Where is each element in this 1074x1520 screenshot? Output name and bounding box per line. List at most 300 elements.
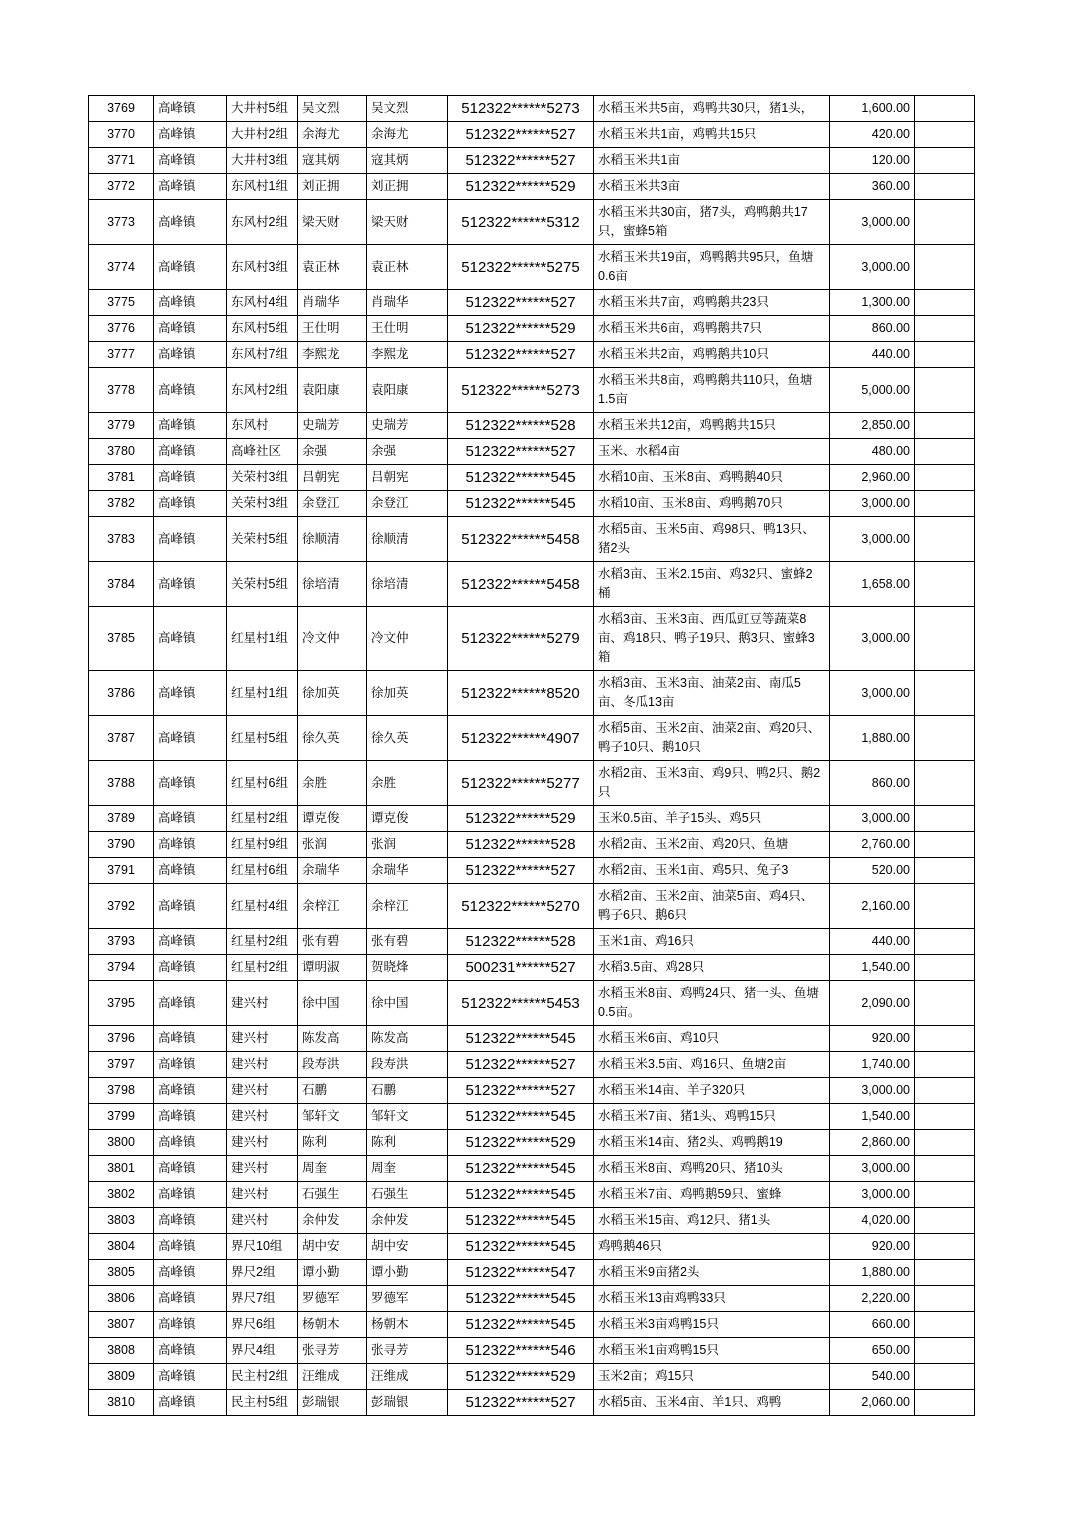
cell-village-group: 建兴村: [227, 981, 298, 1026]
cell-amount: 920.00: [830, 1026, 915, 1052]
cell-amount: 650.00: [830, 1338, 915, 1364]
table-row: [89, 1208, 975, 1234]
cell-production-desc: 水稻玉米共19亩，鸡鸭鹅共95只，鱼塘0.6亩: [594, 245, 830, 290]
cell-registered-name: 冷文仲: [367, 607, 448, 671]
cell-production-desc: 水稻3.5亩、鸡28只: [594, 955, 830, 981]
cell-sequence-number: 3782: [89, 491, 154, 517]
cell-production-desc: 水稻玉米9亩猪2头: [594, 1260, 830, 1286]
cell-registered-name: 史瑞芳: [367, 413, 448, 439]
cell-amount: 2,090.00: [830, 981, 915, 1026]
cell-village-group: 民主村5组: [227, 1390, 298, 1416]
cell-name: 史瑞芳: [298, 413, 367, 439]
cell-village-group: 东风村: [227, 413, 298, 439]
cell-production-desc: 水稻玉米8亩、鸡鸭20只、猪10头: [594, 1156, 830, 1182]
cell-blank: [915, 1390, 975, 1416]
cell-name: 张润: [298, 832, 367, 858]
cell-production-desc: 玉米2亩；鸡15只: [594, 1364, 830, 1390]
cell-registered-name: 张有碧: [367, 929, 448, 955]
cell-blank: [915, 955, 975, 981]
table-row: [89, 607, 975, 671]
table-row: [89, 806, 975, 832]
cell-id-number: 512322******5275: [448, 245, 594, 290]
table-row: [89, 1286, 975, 1312]
cell-town: 高峰镇: [154, 761, 227, 806]
cell-village-group: 红星村2组: [227, 806, 298, 832]
cell-village-group: 民主村2组: [227, 1364, 298, 1390]
cell-village-group: 高峰社区: [227, 439, 298, 465]
cell-production-desc: 水稻玉米7亩、猪1头、鸡鸭15只: [594, 1104, 830, 1130]
cell-town: 高峰镇: [154, 1156, 227, 1182]
cell-id-number: 512322******545: [448, 491, 594, 517]
cell-sequence-number: 3787: [89, 716, 154, 761]
table-row: [89, 465, 975, 491]
cell-name: 吕朝宪: [298, 465, 367, 491]
cell-id-number: 512322******545: [448, 1026, 594, 1052]
table-row: [89, 96, 975, 122]
cell-sequence-number: 3779: [89, 413, 154, 439]
cell-village-group: 大井村2组: [227, 122, 298, 148]
cell-id-number: 512322******5270: [448, 884, 594, 929]
cell-registered-name: 吴文烈: [367, 96, 448, 122]
cell-town: 高峰镇: [154, 716, 227, 761]
cell-name: 谭明淑: [298, 955, 367, 981]
cell-name: 石强生: [298, 1182, 367, 1208]
table-row: [89, 148, 975, 174]
cell-amount: 1,880.00: [830, 1260, 915, 1286]
cell-town: 高峰镇: [154, 368, 227, 413]
cell-sequence-number: 3780: [89, 439, 154, 465]
cell-registered-name: 杨朝木: [367, 1312, 448, 1338]
cell-production-desc: 水稻玉米共7亩，鸡鸭鹅共23只: [594, 290, 830, 316]
cell-amount: 520.00: [830, 858, 915, 884]
cell-blank: [915, 1234, 975, 1260]
cell-name: 王仕明: [298, 316, 367, 342]
cell-name: 李熙龙: [298, 342, 367, 368]
cell-registered-name: 寇其炳: [367, 148, 448, 174]
cell-registered-name: 张寻芳: [367, 1338, 448, 1364]
cell-id-number: 512322******527: [448, 122, 594, 148]
table-row: [89, 1156, 975, 1182]
cell-name: 徐中国: [298, 981, 367, 1026]
cell-id-number: 512322******545: [448, 1156, 594, 1182]
cell-blank: [915, 1312, 975, 1338]
cell-name: 余胜: [298, 761, 367, 806]
cell-amount: 5,000.00: [830, 368, 915, 413]
cell-amount: 440.00: [830, 929, 915, 955]
cell-blank: [915, 1208, 975, 1234]
cell-blank: [915, 1130, 975, 1156]
cell-id-number: 512322******5273: [448, 368, 594, 413]
cell-town: 高峰镇: [154, 290, 227, 316]
table-row: [89, 174, 975, 200]
cell-village-group: 东风村4组: [227, 290, 298, 316]
cell-blank: [915, 1104, 975, 1130]
cell-name: 肖瑞华: [298, 290, 367, 316]
cell-production-desc: 水稻玉米共1亩，鸡鸭共15只: [594, 122, 830, 148]
cell-village-group: 建兴村: [227, 1130, 298, 1156]
cell-amount: 360.00: [830, 174, 915, 200]
cell-sequence-number: 3769: [89, 96, 154, 122]
cell-town: 高峰镇: [154, 1182, 227, 1208]
cell-blank: [915, 981, 975, 1026]
cell-amount: 480.00: [830, 439, 915, 465]
cell-sequence-number: 3810: [89, 1390, 154, 1416]
cell-amount: 1,540.00: [830, 1104, 915, 1130]
cell-id-number: 512322******5312: [448, 200, 594, 245]
cell-amount: 1,880.00: [830, 716, 915, 761]
cell-name: 余瑞华: [298, 858, 367, 884]
cell-name: 袁正林: [298, 245, 367, 290]
cell-id-number: 512322******5458: [448, 562, 594, 607]
cell-production-desc: 水稻玉米3.5亩、鸡16只、鱼塘2亩: [594, 1052, 830, 1078]
cell-village-group: 建兴村: [227, 1208, 298, 1234]
cell-sequence-number: 3772: [89, 174, 154, 200]
cell-amount: 1,658.00: [830, 562, 915, 607]
cell-town: 高峰镇: [154, 413, 227, 439]
cell-registered-name: 余强: [367, 439, 448, 465]
cell-production-desc: 水稻玉米3亩鸡鸭15只: [594, 1312, 830, 1338]
table-row: [89, 1052, 975, 1078]
cell-id-number: 512322******5279: [448, 607, 594, 671]
cell-sequence-number: 3809: [89, 1364, 154, 1390]
cell-village-group: 东风村2组: [227, 368, 298, 413]
cell-amount: 3,000.00: [830, 1182, 915, 1208]
cell-name: 吴文烈: [298, 96, 367, 122]
cell-id-number: 512322******529: [448, 806, 594, 832]
cell-blank: [915, 929, 975, 955]
cell-sequence-number: 3770: [89, 122, 154, 148]
cell-production-desc: 水稻2亩、玉米2亩、鸡20只、鱼塘: [594, 832, 830, 858]
cell-sequence-number: 3794: [89, 955, 154, 981]
table-row: [89, 439, 975, 465]
cell-village-group: 东风村1组: [227, 174, 298, 200]
cell-production-desc: 水稻玉米共1亩: [594, 148, 830, 174]
cell-registered-name: 余胜: [367, 761, 448, 806]
cell-village-group: 建兴村: [227, 1104, 298, 1130]
cell-blank: [915, 607, 975, 671]
cell-id-number: 512322******527: [448, 1052, 594, 1078]
cell-sequence-number: 3802: [89, 1182, 154, 1208]
cell-amount: 1,740.00: [830, 1052, 915, 1078]
table-row: [89, 858, 975, 884]
cell-blank: [915, 671, 975, 716]
cell-amount: 3,000.00: [830, 607, 915, 671]
cell-name: 陈发高: [298, 1026, 367, 1052]
cell-town: 高峰镇: [154, 148, 227, 174]
table-row: [89, 671, 975, 716]
cell-amount: 3,000.00: [830, 806, 915, 832]
cell-village-group: 红星村6组: [227, 858, 298, 884]
cell-name: 余仲发: [298, 1208, 367, 1234]
cell-village-group: 界尺10组: [227, 1234, 298, 1260]
cell-id-number: 512322******529: [448, 316, 594, 342]
cell-production-desc: 水稻3亩、玉米3亩、油菜2亩、南瓜5亩、冬瓜13亩: [594, 671, 830, 716]
table-row: [89, 517, 975, 562]
table-row: [89, 1026, 975, 1052]
cell-name: 周奎: [298, 1156, 367, 1182]
cell-blank: [915, 1182, 975, 1208]
cell-village-group: 东风村3组: [227, 245, 298, 290]
cell-id-number: 512322******527: [448, 439, 594, 465]
cell-registered-name: 石鹏: [367, 1078, 448, 1104]
cell-id-number: 512322******527: [448, 1390, 594, 1416]
table-row: [89, 1312, 975, 1338]
cell-village-group: 关荣村3组: [227, 465, 298, 491]
cell-id-number: 512322******545: [448, 1286, 594, 1312]
cell-registered-name: 李熙龙: [367, 342, 448, 368]
cell-town: 高峰镇: [154, 1234, 227, 1260]
cell-blank: [915, 148, 975, 174]
table-row: [89, 1234, 975, 1260]
cell-town: 高峰镇: [154, 562, 227, 607]
cell-village-group: 关荣村5组: [227, 562, 298, 607]
cell-production-desc: 水稻玉米共12亩，鸡鸭鹅共15只: [594, 413, 830, 439]
cell-name: 段寿洪: [298, 1052, 367, 1078]
cell-sequence-number: 3808: [89, 1338, 154, 1364]
table-row: [89, 1260, 975, 1286]
cell-id-number: 500231******527: [448, 955, 594, 981]
cell-id-number: 512322******527: [448, 1078, 594, 1104]
cell-blank: [915, 1156, 975, 1182]
cell-town: 高峰镇: [154, 1104, 227, 1130]
cell-id-number: 512322******545: [448, 1208, 594, 1234]
cell-id-number: 512322******527: [448, 290, 594, 316]
cell-registered-name: 徐久英: [367, 716, 448, 761]
cell-town: 高峰镇: [154, 929, 227, 955]
cell-registered-name: 段寿洪: [367, 1052, 448, 1078]
cell-blank: [915, 368, 975, 413]
cell-registered-name: 余海尤: [367, 122, 448, 148]
cell-village-group: 红星村1组: [227, 671, 298, 716]
cell-sequence-number: 3771: [89, 148, 154, 174]
cell-village-group: 关荣村3组: [227, 491, 298, 517]
cell-town: 高峰镇: [154, 465, 227, 491]
cell-production-desc: 水稻2亩、玉米1亩、鸡5只、兔子3: [594, 858, 830, 884]
cell-production-desc: 水稻玉米14亩、羊子320只: [594, 1078, 830, 1104]
cell-amount: 3,000.00: [830, 245, 915, 290]
table-row: [89, 1104, 975, 1130]
cell-sequence-number: 3803: [89, 1208, 154, 1234]
cell-sequence-number: 3773: [89, 200, 154, 245]
cell-registered-name: 余登江: [367, 491, 448, 517]
cell-registered-name: 袁阳康: [367, 368, 448, 413]
cell-blank: [915, 832, 975, 858]
table-row: [89, 200, 975, 245]
cell-sequence-number: 3795: [89, 981, 154, 1026]
cell-town: 高峰镇: [154, 491, 227, 517]
cell-amount: 2,860.00: [830, 1130, 915, 1156]
table-row: [89, 342, 975, 368]
cell-village-group: 红星村4组: [227, 884, 298, 929]
cell-amount: 860.00: [830, 316, 915, 342]
cell-village-group: 红星村2组: [227, 955, 298, 981]
cell-name: 徐顺清: [298, 517, 367, 562]
cell-village-group: 红星村2组: [227, 929, 298, 955]
cell-sequence-number: 3777: [89, 342, 154, 368]
cell-sequence-number: 3807: [89, 1312, 154, 1338]
cell-registered-name: 刘正拥: [367, 174, 448, 200]
cell-town: 高峰镇: [154, 981, 227, 1026]
cell-id-number: 512322******545: [448, 465, 594, 491]
cell-blank: [915, 1260, 975, 1286]
cell-blank: [915, 1026, 975, 1052]
cell-sequence-number: 3797: [89, 1052, 154, 1078]
table-row: [89, 955, 975, 981]
cell-name: 余登江: [298, 491, 367, 517]
cell-id-number: 512322******5277: [448, 761, 594, 806]
cell-amount: 860.00: [830, 761, 915, 806]
table-row: [89, 1338, 975, 1364]
cell-town: 高峰镇: [154, 1130, 227, 1156]
cell-sequence-number: 3783: [89, 517, 154, 562]
cell-name: 寇其炳: [298, 148, 367, 174]
cell-blank: [915, 884, 975, 929]
cell-sequence-number: 3800: [89, 1130, 154, 1156]
cell-id-number: 512322******8520: [448, 671, 594, 716]
cell-town: 高峰镇: [154, 955, 227, 981]
cell-village-group: 界尺6组: [227, 1312, 298, 1338]
cell-town: 高峰镇: [154, 200, 227, 245]
cell-sequence-number: 3801: [89, 1156, 154, 1182]
cell-sequence-number: 3806: [89, 1286, 154, 1312]
cell-id-number: 512322******547: [448, 1260, 594, 1286]
cell-amount: 660.00: [830, 1312, 915, 1338]
cell-sequence-number: 3778: [89, 368, 154, 413]
cell-town: 高峰镇: [154, 174, 227, 200]
cell-registered-name: 徐顺清: [367, 517, 448, 562]
cell-id-number: 512322******529: [448, 1130, 594, 1156]
table-row: [89, 1078, 975, 1104]
cell-production-desc: 水稻3亩、玉米3亩、西瓜豇豆等蔬菜8亩、鸡18只、鸭子19只、鹅3只、蜜蜂3箱: [594, 607, 830, 671]
table-row: [89, 1130, 975, 1156]
cell-village-group: 大井村5组: [227, 96, 298, 122]
cell-production-desc: 水稻玉米14亩、猪2头、鸡鸭鹅19: [594, 1130, 830, 1156]
cell-amount: 2,960.00: [830, 465, 915, 491]
table-row: [89, 1364, 975, 1390]
cell-production-desc: 水稻玉米共30亩，猪7头，鸡鸭鹅共17只，蜜蜂5箱: [594, 200, 830, 245]
cell-sequence-number: 3774: [89, 245, 154, 290]
cell-town: 高峰镇: [154, 1052, 227, 1078]
cell-blank: [915, 200, 975, 245]
cell-town: 高峰镇: [154, 806, 227, 832]
cell-id-number: 512322******545: [448, 1182, 594, 1208]
cell-village-group: 大井村3组: [227, 148, 298, 174]
cell-amount: 2,850.00: [830, 413, 915, 439]
cell-sequence-number: 3784: [89, 562, 154, 607]
cell-production-desc: 水稻5亩、玉米5亩、鸡98只、鸭13只、猪2头: [594, 517, 830, 562]
cell-production-desc: 水稻玉米共2亩，鸡鸭鹅共10只: [594, 342, 830, 368]
cell-registered-name: 余瑞华: [367, 858, 448, 884]
table-row: [89, 981, 975, 1026]
cell-village-group: 界尺7组: [227, 1286, 298, 1312]
cell-amount: 1,300.00: [830, 290, 915, 316]
cell-amount: 540.00: [830, 1364, 915, 1390]
table-row: [89, 368, 975, 413]
cell-production-desc: 水稻10亩、玉米8亩、鸡鸭鹅40只: [594, 465, 830, 491]
cell-name: 梁天财: [298, 200, 367, 245]
cell-id-number: 512322******5273: [448, 96, 594, 122]
table-row: [89, 491, 975, 517]
cell-id-number: 512322******545: [448, 1104, 594, 1130]
cell-sequence-number: 3791: [89, 858, 154, 884]
cell-sequence-number: 3788: [89, 761, 154, 806]
cell-id-number: 512322******528: [448, 929, 594, 955]
cell-town: 高峰镇: [154, 439, 227, 465]
cell-amount: 3,000.00: [830, 671, 915, 716]
cell-blank: [915, 1078, 975, 1104]
cell-village-group: 红星村5组: [227, 716, 298, 761]
cell-id-number: 512322******528: [448, 413, 594, 439]
cell-amount: 1,600.00: [830, 96, 915, 122]
cell-registered-name: 肖瑞华: [367, 290, 448, 316]
cell-blank: [915, 1364, 975, 1390]
cell-name: 冷文仲: [298, 607, 367, 671]
cell-blank: [915, 439, 975, 465]
cell-amount: 2,220.00: [830, 1286, 915, 1312]
cell-blank: [915, 342, 975, 368]
cell-registered-name: 贺晓烽: [367, 955, 448, 981]
cell-production-desc: 水稻玉米共5亩，鸡鸭共30只，猪1头，: [594, 96, 830, 122]
cell-amount: 420.00: [830, 122, 915, 148]
table-row: [89, 562, 975, 607]
table-row: [89, 832, 975, 858]
cell-blank: [915, 316, 975, 342]
cell-town: 高峰镇: [154, 1364, 227, 1390]
cell-amount: 920.00: [830, 1234, 915, 1260]
cell-blank: [915, 858, 975, 884]
cell-town: 高峰镇: [154, 1026, 227, 1052]
cell-sequence-number: 3793: [89, 929, 154, 955]
cell-registered-name: 胡中安: [367, 1234, 448, 1260]
cell-id-number: 512322******529: [448, 1364, 594, 1390]
cell-village-group: 东风村2组: [227, 200, 298, 245]
cell-production-desc: 水稻玉米共8亩，鸡鸭鹅共110只，鱼塘1.5亩: [594, 368, 830, 413]
cell-town: 高峰镇: [154, 858, 227, 884]
cell-town: 高峰镇: [154, 342, 227, 368]
cell-blank: [915, 1338, 975, 1364]
cell-sequence-number: 3799: [89, 1104, 154, 1130]
cell-registered-name: 邹轩文: [367, 1104, 448, 1130]
cell-town: 高峰镇: [154, 671, 227, 716]
cell-blank: [915, 465, 975, 491]
cell-name: 余强: [298, 439, 367, 465]
cell-name: 张寻芳: [298, 1338, 367, 1364]
cell-amount: 3,000.00: [830, 200, 915, 245]
cell-id-number: 512322******546: [448, 1338, 594, 1364]
cell-sequence-number: 3776: [89, 316, 154, 342]
table-row: [89, 884, 975, 929]
cell-town: 高峰镇: [154, 1078, 227, 1104]
cell-blank: [915, 491, 975, 517]
cell-blank: [915, 290, 975, 316]
cell-id-number: 512322******527: [448, 148, 594, 174]
cell-blank: [915, 1286, 975, 1312]
cell-village-group: 界尺4组: [227, 1338, 298, 1364]
cell-production-desc: 水稻玉米共6亩，鸡鸭鹅共7只: [594, 316, 830, 342]
cell-name: 胡中安: [298, 1234, 367, 1260]
cell-production-desc: 鸡鸭鹅46只: [594, 1234, 830, 1260]
cell-name: 张有碧: [298, 929, 367, 955]
cell-sequence-number: 3775: [89, 290, 154, 316]
cell-registered-name: 余仲发: [367, 1208, 448, 1234]
cell-id-number: 512322******529: [448, 174, 594, 200]
cell-town: 高峰镇: [154, 122, 227, 148]
cell-production-desc: 水稻玉米7亩、鸡鸭鹅59只、蜜蜂: [594, 1182, 830, 1208]
cell-id-number: 512322******545: [448, 1234, 594, 1260]
cell-blank: [915, 413, 975, 439]
table-row: [89, 245, 975, 290]
cell-town: 高峰镇: [154, 96, 227, 122]
